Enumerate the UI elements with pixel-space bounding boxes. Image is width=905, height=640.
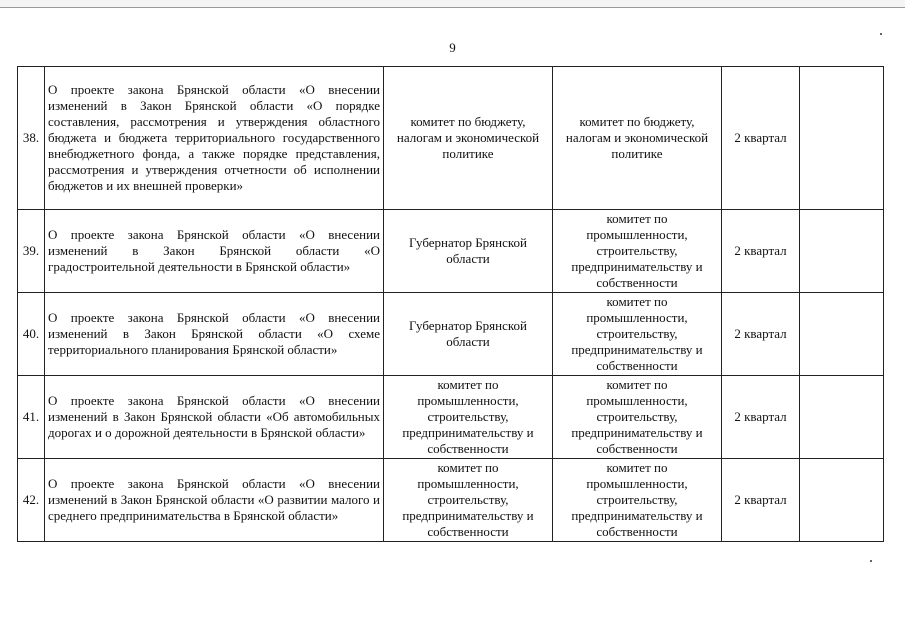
scan-top-edge: [0, 0, 905, 8]
table-row: [18, 293, 884, 376]
bill-title: О проекте закона Брянской области «О внесении изменений в Закон Брянской области «О схеме территориального планирования Брянской области»: [45, 293, 384, 376]
initiator-cell: Губернатор Брянской области: [384, 293, 553, 376]
initiator-cell: комитет по промышленности, строительству, предпринимательству и собственности: [384, 459, 553, 542]
scan-speck: [870, 560, 872, 562]
page-number: 9: [449, 40, 456, 55]
note-cell: [800, 376, 884, 459]
row-number: 41.: [18, 376, 45, 459]
note-cell: [800, 67, 884, 210]
bill-title: О проекте закона Брянской области «О внесении изменений в Закон Брянской области «О развитии малого и среднего предпринимательства в Брянской области»: [45, 459, 384, 542]
table-row: [18, 210, 884, 293]
table-row: [18, 376, 884, 459]
responsible-committee-cell: комитет по промышленности, строительству, предпринимательству и собственности: [553, 293, 722, 376]
term-cell: 2 квартал: [722, 210, 800, 293]
responsible-committee-cell: комитет по бюджету, налогам и экономической политике: [553, 67, 722, 210]
note-cell: [800, 210, 884, 293]
row-number: 39.: [18, 210, 45, 293]
row-number: 42.: [18, 459, 45, 542]
legislative-plan-table: [17, 66, 884, 542]
term-cell: 2 квартал: [722, 376, 800, 459]
note-cell: [800, 293, 884, 376]
note-cell: [800, 459, 884, 542]
term-cell: 2 квартал: [722, 293, 800, 376]
responsible-committee-cell: комитет по промышленности, строительству, предпринимательству и собственности: [553, 376, 722, 459]
responsible-committee-cell: комитет по промышленности, строительству, предпринимательству и собственности: [553, 459, 722, 542]
initiator-cell: комитет по промышленности, строительству, предпринимательству и собственности: [384, 376, 553, 459]
table-row: [18, 459, 884, 542]
bill-title: О проекте закона Брянской области «О внесении изменений в Закон Брянской области «О порядке составления, рассмотрения и утверждения областного бюджета и бюджета территориального государственного внебюджетного фонда, а также порядке представления, рассмотрения и утверждения отчетности об исполнении бюджетов и их внешней проверки»: [45, 67, 384, 210]
scan-speck: [880, 33, 882, 35]
responsible-committee-cell: комитет по промышленности, строительству, предпринимательству и собственности: [553, 210, 722, 293]
initiator-cell: комитет по бюджету, налогам и экономической политике: [384, 67, 553, 210]
row-number: 38.: [18, 67, 45, 210]
term-cell: 2 квартал: [722, 459, 800, 542]
table-row: [18, 67, 884, 210]
bill-title: О проекте закона Брянской области «О внесении изменений в Закон Брянской области «Об автомобильных дорогах и о дорожной деятельности в Брянской области»: [45, 376, 384, 459]
bill-title: О проекте закона Брянской области «О внесении изменений в Закон Брянской области «О градостроительной деятельности в Брянской области»: [45, 210, 384, 293]
initiator-cell: Губернатор Брянской области: [384, 210, 553, 293]
row-number: 40.: [18, 293, 45, 376]
term-cell: 2 квартал: [722, 67, 800, 210]
